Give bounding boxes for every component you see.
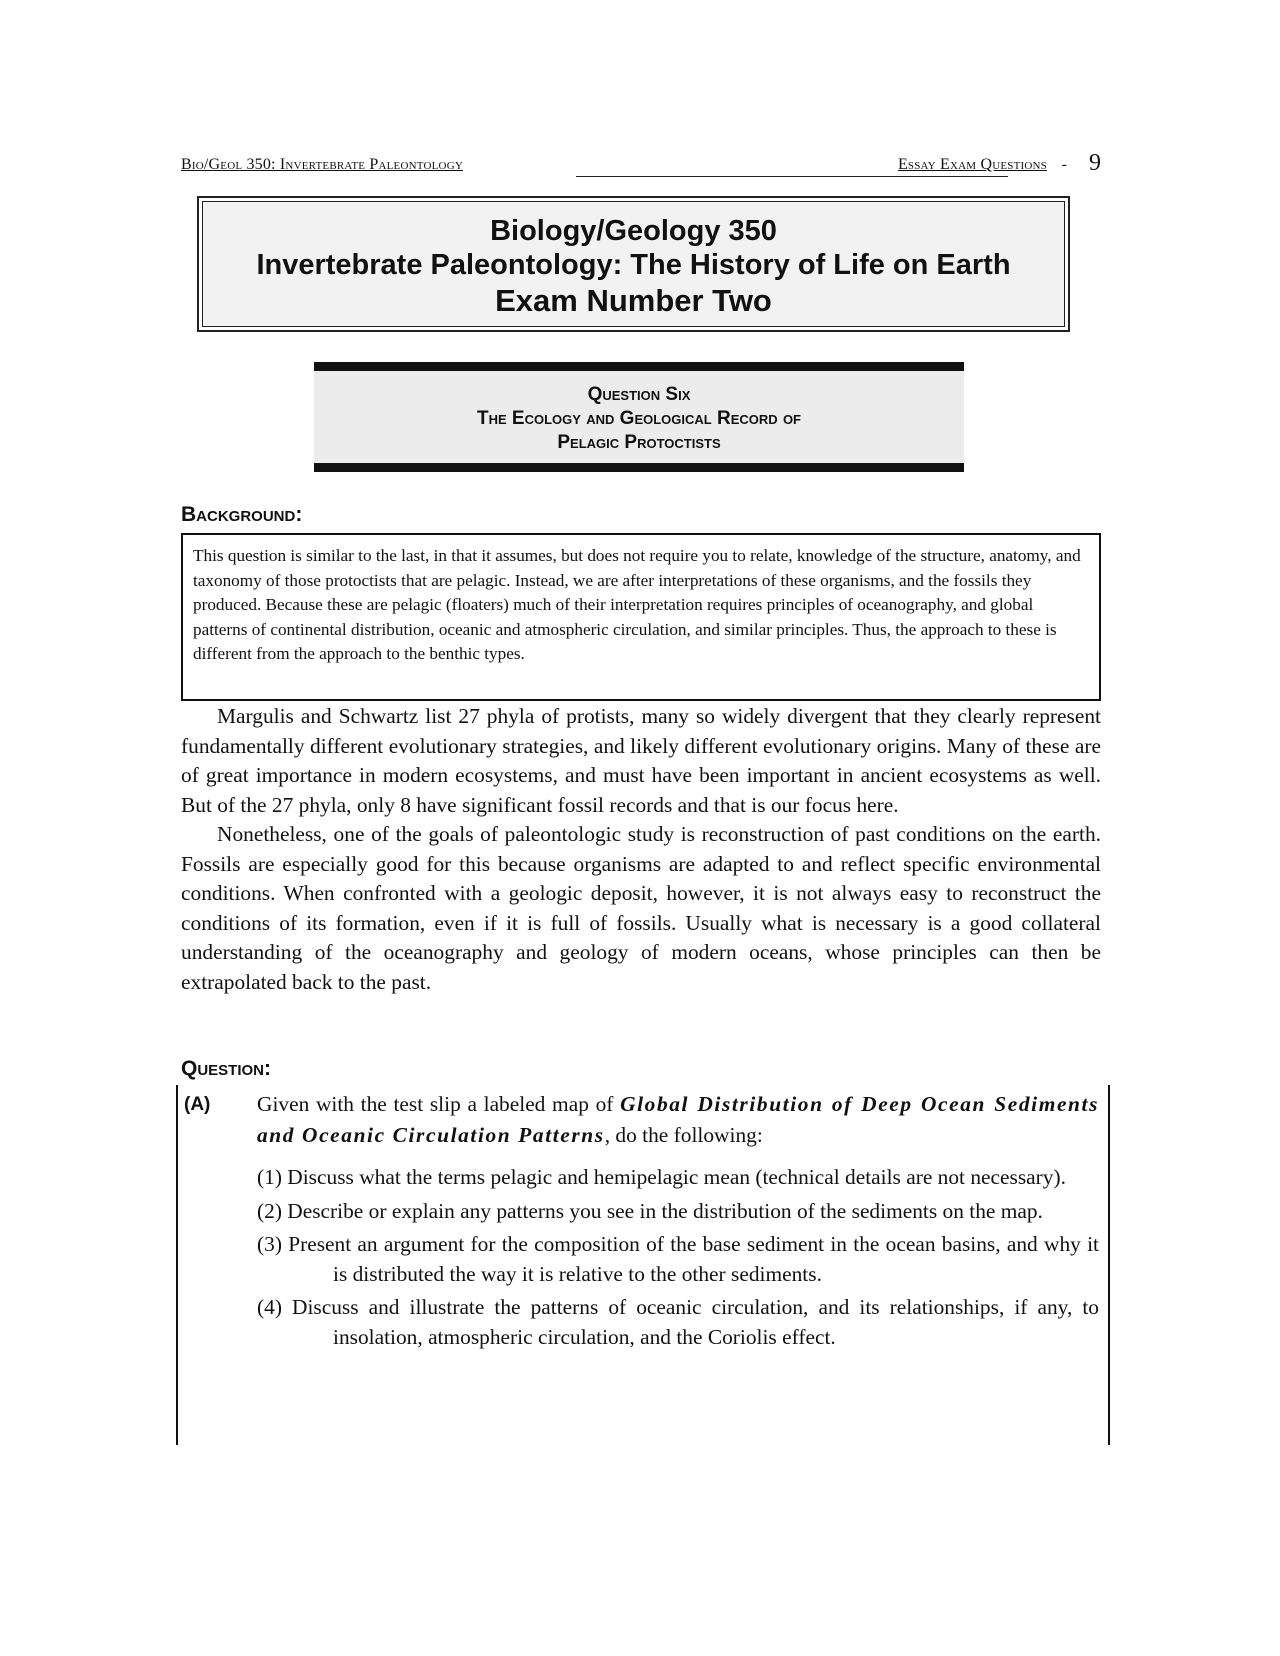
question-title-line1: The Ecology and Geological Record of: [476, 408, 801, 429]
question-number: Question Six: [587, 384, 691, 405]
question-intro: [257, 1089, 1099, 1151]
running-header-section: Essay Exam Questions: [897, 156, 1047, 173]
question-item: (4) Discuss and illustrate the patterns of oceanic circulation, and its relationships, if any, to insolation, atmospheric circulation, and the Coriolis effect.: [257, 1295, 1099, 1349]
map-title: Global Distribution of Deep Ocean Sediments and Oceanic Circulation Patterns: [257, 1092, 1099, 1147]
course-subtitle: Invertebrate Paleontology: The History of Life on Earth: [256, 249, 1011, 281]
running-header: [181, 150, 1101, 182]
question-area: [176, 1085, 1110, 1445]
running-header-separator: -: [1061, 156, 1067, 173]
question-intro-text: Given with the test slip a labeled map of: [257, 1092, 621, 1116]
exam-number: Exam Number Two: [495, 283, 772, 318]
question-title-line2: Pelagic Protoctists: [557, 432, 721, 453]
exam-title-inner: [202, 201, 1065, 327]
question-item: (1) Discuss what the terms pelagic and hemipelagic mean (technical details are not necessary).: [257, 1165, 1066, 1189]
body-paragraph-2: Nonetheless, one of the goals of paleontologic study is reconstruction of past conditions on the earth. Fossils are especially good for this because organisms are adapted to and reflect specific environmental conditions. When confronted with a geologic deposit, however, it is not always easy to reconstruct the conditions of its formation, even if it is full of fossils. Usually what is necessary is a good collateral understanding of the oceanography and geology of modern oceans, whose principles can then be extrapolated back to the past.: [181, 822, 1101, 994]
question-header-box: [314, 362, 964, 472]
running-header-course: Bio/Geol 350: Invertebrate Paleontology: [181, 156, 463, 173]
body-paragraph-1: Margulis and Schwartz list 27 phyla of protists, many so widely divergent that they clearly represent fundamentally different evolutionary strategies, and likely different evolutionary origins. Many of these are of great importance in modern ecosystems, and must have been important in ancient ecosystems as well. But of the 27 phyla, only 8 have significant fossil records and that is our focus here.: [181, 704, 1101, 817]
body-text: [181, 702, 1101, 997]
question-intro-end: , do the following:: [604, 1123, 763, 1147]
course-title: Biology/Geology 350: [490, 215, 777, 247]
page-number: 9: [1089, 150, 1101, 176]
background-box: This question is similar to the last, in that it assumes, but does not require you to relate, knowledge of the structure, anatomy, and taxonomy of those protoctists that are pelagic. Instead, we are after interpretations of these organisms, and the fossils they produced. Because these are pelagic (floaters) much of their interpretation requires principles of oceanography, and global patterns of continental distribution, oceanic and atmospheric circulation, and similar principles. Thus, the approach to these is different from the approach to the benthic types.: [181, 533, 1101, 701]
question-item: (2) Describe or explain any patterns you see in the distribution of the sediments on the map.: [257, 1198, 1043, 1223]
background-heading: Background:: [181, 503, 303, 526]
exam-title-box: [197, 196, 1070, 332]
question-item: (3) Present an argument for the composition of the base sediment in the ocean basins, and why it is distributed the way it is relative to the other sediments.: [257, 1232, 1099, 1286]
question-item-list: [257, 1163, 1099, 1356]
question-part-label: (A): [184, 1094, 211, 1115]
running-header-rule: [576, 176, 1008, 177]
question-heading: Question:: [181, 1057, 271, 1080]
